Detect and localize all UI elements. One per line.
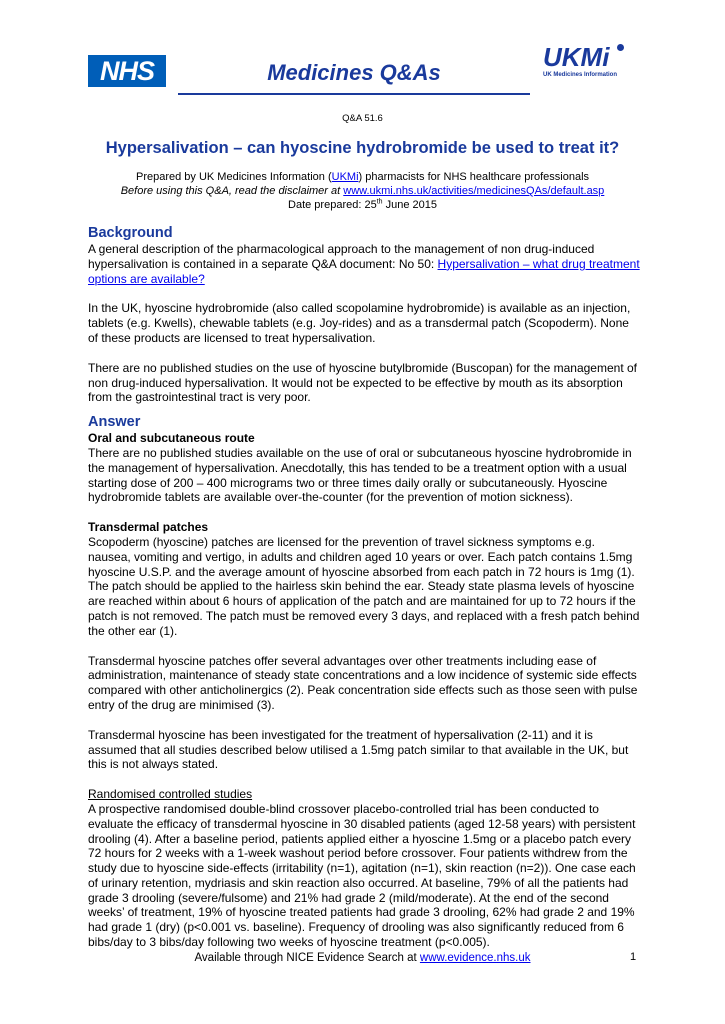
document-headline: Hypersalivation – can hyoscine hydrobromide be used to treat it? [105,139,620,157]
disclaimer-line [0,184,725,198]
ukmi-logo-subtitle: UK Medicines Information [543,72,618,78]
footer-text: Available through NICE Evidence Search at [194,952,420,964]
evidence-link[interactable]: www.evidence.nhs.uk [419,952,531,964]
ukmi-logo-text: UKMi [543,42,610,72]
background-paragraph-1 [88,242,640,286]
date-prepared [0,198,725,212]
nhs-logo [88,55,166,87]
transdermal-paragraph-1: Scopoderm (hyoscine) patches are licensed for the prevention of travel sickness symptoms e.g. nausea, vomiting and vertigo, in adults and children aged 10 years or over. Each patch contains 1.5mg hyoscine U.S.P. and the average amount of hyoscine absorbed from each patch in 72 hours is 1mg (1). The patch should be applied to the hairless skin behind the ear. Steady state plasma levels of hyoscine are reached within about 6 hours of application of the patch and are maintained for up to 72 hours if the patch is not removed. The patch must be removed every 3 days, and replaced with a fresh patch behind the other ear (1). [88,534,640,638]
oral-route-heading: Oral and subcutaneous route [88,431,255,446]
document-meta [0,170,725,212]
rct-heading: Randomised controlled studies [88,787,253,802]
nhs-logo-text: NHS [99,55,154,86]
date-suffix: th [376,198,383,206]
oral-route-paragraph: There are no published studies available on the use of oral or subcutaneous hyoscine hydrobromide in the management of hypersalivation. Anecdotally, this has tended to be a treatment option with a usual starting dose of 200 – 400 micrograms two or three times daily orally or subcutaneously. Hyoscine hydrobromide tablets are available over-the-counter (for the prevention of motion sickness). [88,445,632,505]
footer [0,952,725,964]
background-p1-text: A general description of the pharmacological approach to the management of non drug-induced hypersalivation is contained in a separate Q&A document: No 50: [88,242,595,271]
date-text: Date prepared: 25 [288,199,377,211]
ukmi-dot-icon [617,44,624,51]
background-heading: Background [88,225,173,241]
date-month-year: June 2015 [382,199,437,211]
qa-number: Q&A 51.6 [342,113,383,124]
ukmi-logo [543,42,629,92]
page-number: 1 [630,951,637,963]
page-title: Medicines Q&As [267,60,441,85]
background-paragraph-3: There are no published studies on the use of hyoscine butylbromide (Buscopan) for the management of non drug-induced hypersalivation. It would not be expected to be effective by mouth as its absorption from the gastrointestinal tract is very poor. [88,360,637,405]
disclaimer-text: Before using this Q&A, read the disclaimer at [120,185,344,197]
disclaimer-link[interactable]: www.ukmi.nhs.uk/activities/medicinesQAs/default.asp [343,185,605,197]
prepared-by-line [0,170,725,184]
page-title-block [178,56,530,95]
prepared-by-suffix: ) pharmacists for NHS healthcare professionals [358,171,590,183]
answer-heading: Answer [88,414,141,431]
transdermal-paragraph-3: Transdermal hyoscine has been investigated for the treatment of hypersalivation (2-11) and it is assumed that all studies described below utilised a 1.5mg patch similar to that available in the UK, but this is not always stated. [88,727,629,772]
transdermal-heading: Transdermal patches [88,520,209,535]
rct-paragraph: A prospective randomised double-blind crossover placebo-controlled trial has been conducted to evaluate the efficacy of transdermal hyoscine in 30 disabled patients (aged 12-58 years) with persistent drooling (4). After a baseline period, patients applied either a hyoscine 1.5mg or a placebo patch every 72 hours for 2 weeks with a 1-week washout period before crossover. Four patients withdrew from the study due to hyoscine side-effects (irritability (n=1), agitation (n=1), skin reaction (n=2)). One case each of urinary retention, mydriasis and skin reaction also occurred. At baseline, 79% of all the patients had grade 3 drooling (severe/fulsome) and 21% had grade 2 (mild/moderate). At the end of the second weeks’ of treatment, 19% of hyoscine treated patients had grade 3 drooling, 62% had grade 2 and 19% had grade 1 (dry) (p<0.001 vs. baseline). Frequency of drooling was also significantly reduced from 6 bibs/day to 3 bibs/day following two weeks of hyoscine treatment (p<0.005). [88,801,636,950]
ukmi-link[interactable]: UKMi [331,171,359,183]
background-paragraph-2: In the UK, hyoscine hydrobromide (also called scopolamine hydrobromide) is available as an injection, tablets (e.g. Kwells), chewable tablets (e.g. Joy-rides) and as a transdermal patch (Scopoderm). None of these products are licensed to treat hypersalivation. [88,301,631,345]
transdermal-paragraph-2: Transdermal hyoscine patches offer several advantages over other treatments including ease of administration, maintenance of steady state concentrations and a low incidence of systemic side effects compared with other anticholinergics (2). Peak concentration side effects such as those seen with pulse entry of the drug are minimised (3). [88,653,638,712]
prepared-by-text: Prepared by UK Medicines Information ( [135,171,332,183]
hypersalivation-qa-link[interactable]: Hypersalivation – what drug treatment options are available? [88,256,640,286]
document-body [88,224,640,950]
